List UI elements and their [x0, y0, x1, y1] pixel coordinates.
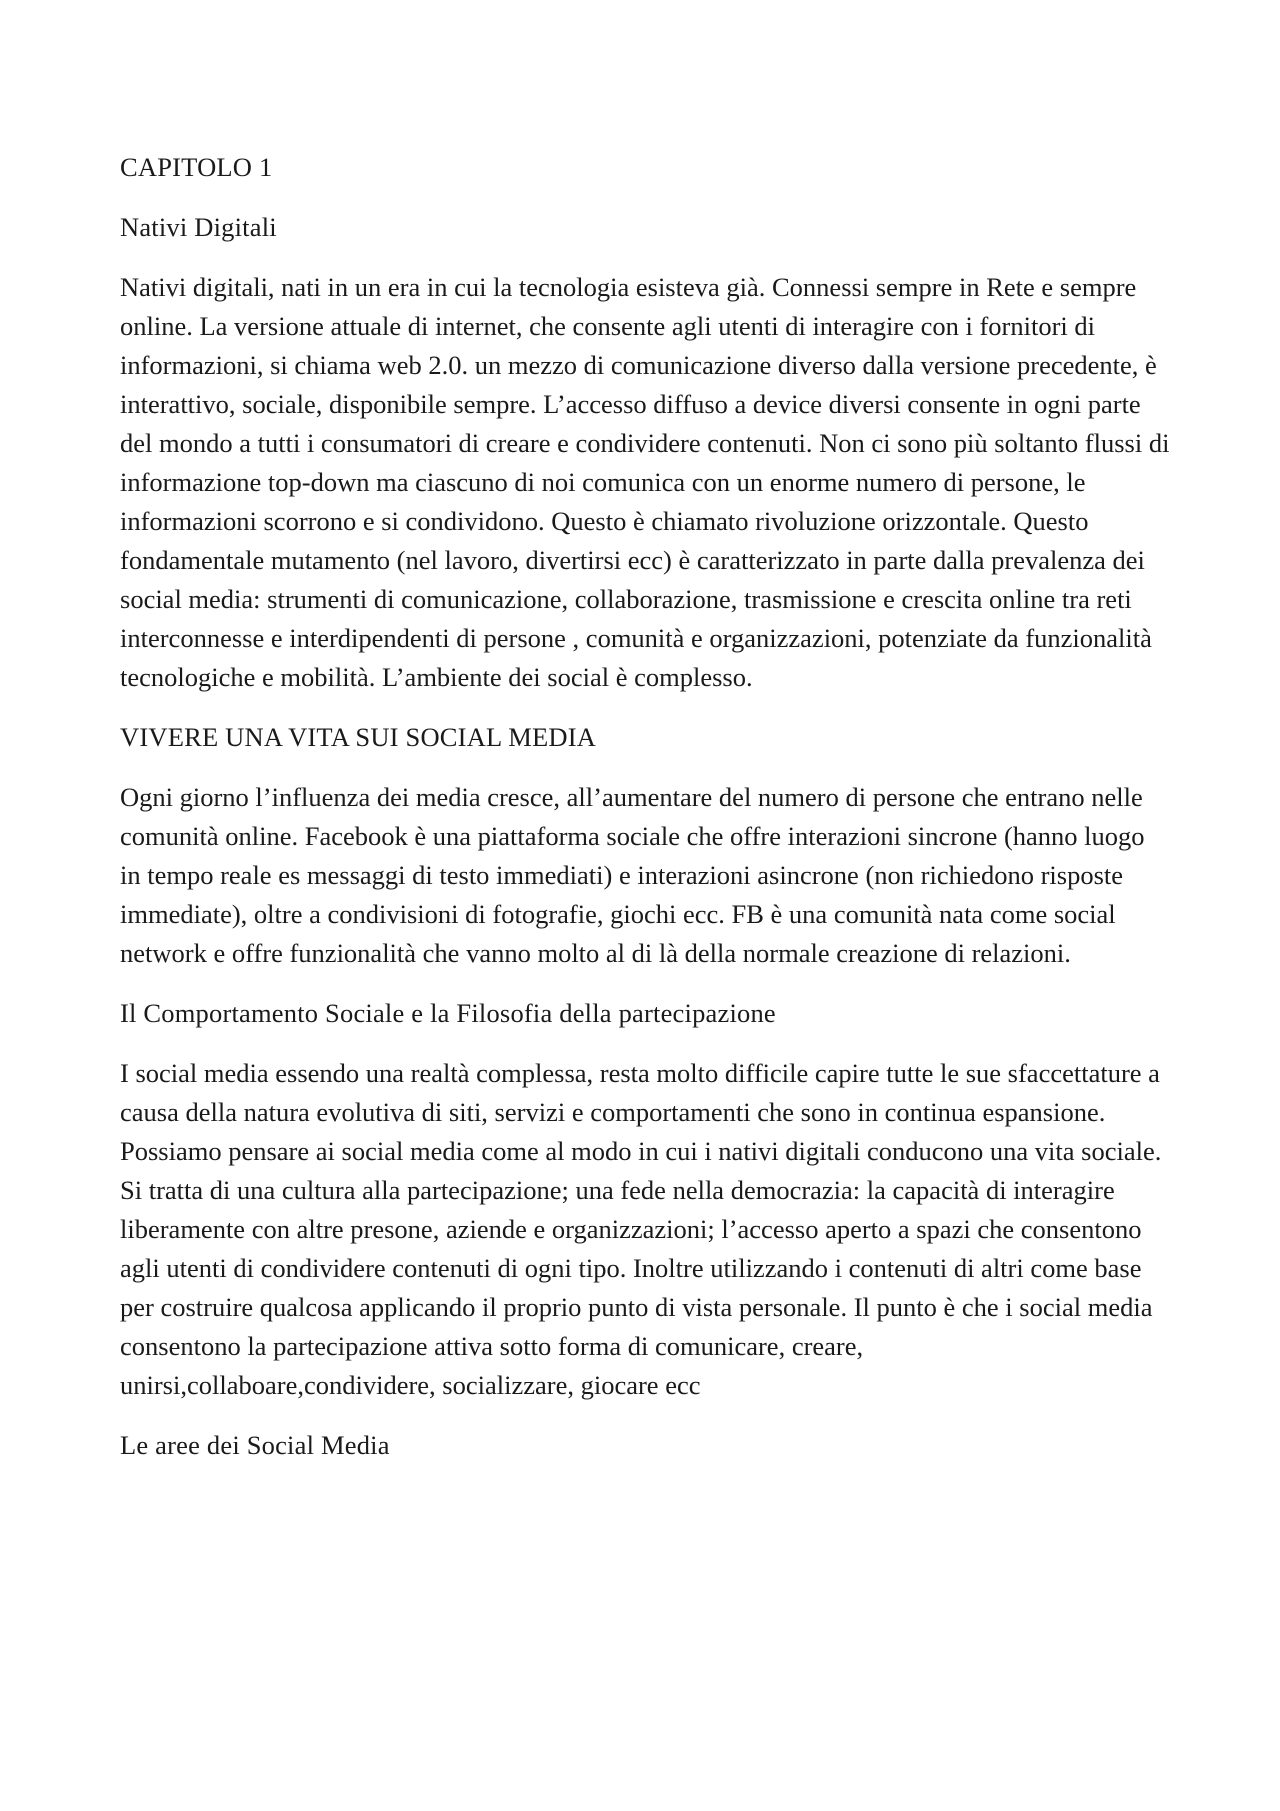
- paragraph-nativi-digitali: Nativi digitali, nati in un era in cui la tecnologia esisteva già. Connessi sempre in Rete e sempre online. La versione attuale di internet, che consente agli utenti di interagire con i fornitori di informazioni, si chiama web 2.0. un mezzo di comunicazione diverso dalla versione precedente, è interattivo, sociale, disponibile sempre. L’accesso diffuso a device diversi consente in ogni parte del mondo a tutti i consumatori di creare e condividere contenuti. Non ci sono più soltanto flussi di informazione top-down ma ciascuno di noi comunica con un enorme numero di persone, le informazioni scorrono e si condividono. Questo è chiamato rivoluzione orizzontale. Questo fondamentale mutamento (nel lavoro, divertirsi ecc) è caratterizzato in parte dalla prevalenza dei social media: strumenti di comunicazione, collaborazione, trasmissione e crescita online tra reti interconnesse e interdipendenti di persone , comunità e organizzazioni, potenziate da funzionalità tecnologiche e mobilità. L’ambiente dei social è complesso.: [120, 272, 1170, 692]
- section-title-aree-social-media: Le aree dei Social Media: [120, 1430, 390, 1460]
- paragraph-comportamento-sociale: I social media essendo una realtà complessa, resta molto difficile capire tutte le sue sfaccettature a causa della natura evolutiva di siti, servizi e comportamenti che sono in continua espansione. Possiamo pensare ai social media come al modo in cui i nativi digitali conducono una vita sociale. Si tratta di una cultura alla partecipazione; una fede nella democrazia: la capacità di interagire liberamente con altre presone, aziende e organizzazioni; l’accesso aperto a spazi che consentono agli utenti di condividere contenuti di ogni tipo. Inoltre utilizzando i contenuti di altri come base per costruire qualcosa applicando il proprio punto di vista personale. Il punto è che i social media consentono la partecipazione attiva sotto forma di comunicare, creare, unirsi,collaboare,condividere, socializzare, giocare ecc: [120, 1058, 1162, 1400]
- chapter-title: CAPITOLO 1: [120, 152, 273, 182]
- section-title-comportamento-sociale: Il Comportamento Sociale e la Filosofia della partecipazione: [120, 998, 776, 1028]
- section-title-vivere-social-media: VIVERE UNA VITA SUI SOCIAL MEDIA: [120, 722, 597, 752]
- section-title-nativi-digitali: Nativi Digitali: [120, 212, 277, 242]
- paragraph-vivere-social-media: Ogni giorno l’influenza dei media cresce, all’aumentare del numero di persone che entrano nelle comunità online. Facebook è una piattaforma sociale che offre interazioni sincrone (hanno luogo in tempo reale es messaggi di testo immediati) e interazioni asincrone (non richiedono risposte immediate), oltre a condivisioni di fotografie, giochi ecc. FB è una comunità nata come social network e offre funzionalità che vanno molto al di là della normale creazione di relazioni.: [120, 782, 1145, 968]
- document-content: [120, 148, 1170, 1486]
